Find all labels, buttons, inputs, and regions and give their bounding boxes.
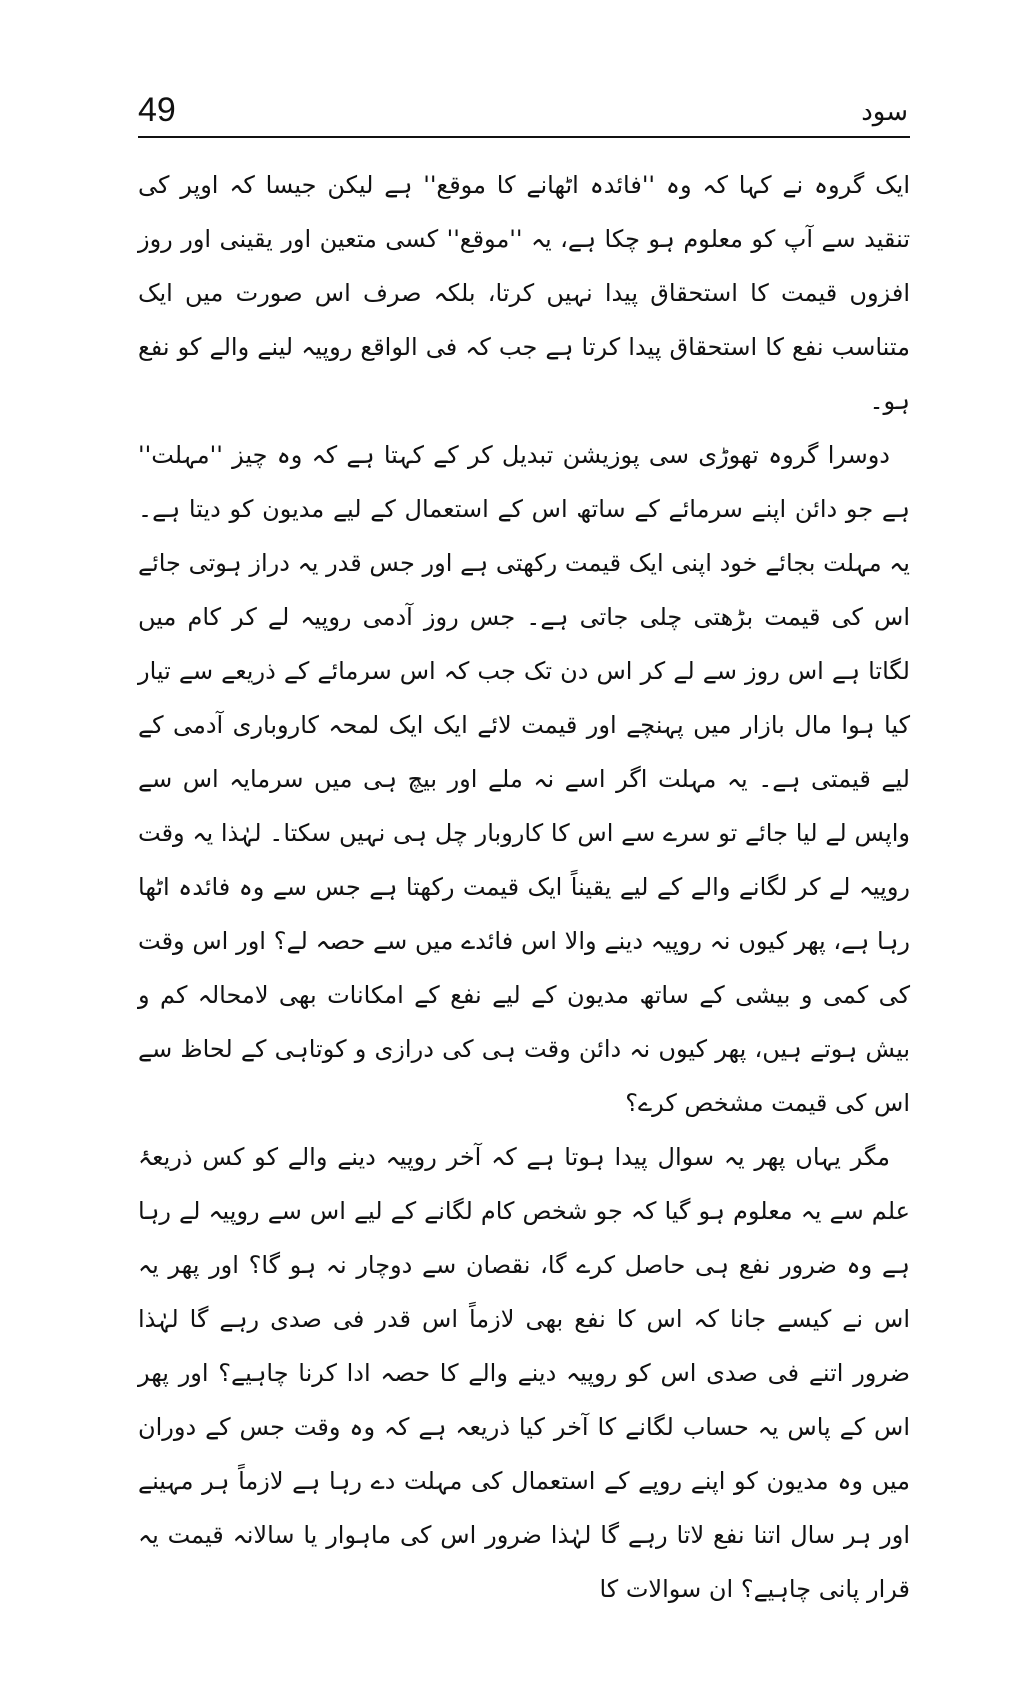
page-body xyxy=(138,158,910,1616)
paragraph: ایک گروہ نے کہا کہ وہ ''فائدہ اٹھانے کا موقع'' ہے لیکن جیسا کہ اوپر کی تنقید سے آپ کو معلوم ہو چکا ہے، یہ ''موقع'' کسی متعین اور یقینی اور روز افزوں قیمت کا استحقاق پیدا نہیں کرتا، بلکہ صرف اس صورت میں ایک متناسب نفع کا استحقاق پیدا کرتا ہے جب کہ فی الواقع روپیہ لینے والے کو نفع ہو۔ xyxy=(138,171,910,415)
paragraph: دوسرا گروہ تھوڑی سی پوزیشن تبدیل کر کے کہتا ہے کہ وہ چیز ''مہلت'' ہے جو دائن اپنے سرمائے کے ساتھ اس کے استعمال کے لیے مدیون کو دیتا ہے۔ یہ مہلت بجائے خود اپنی ایک قیمت رکھتی ہے اور جس قدر یہ دراز ہوتی جائے اس کی قیمت بڑھتی چلی جاتی ہے۔ جس روز آدمی روپیہ لے کر کام میں لگاتا ہے اس روز سے لے کر اس دن تک جب کہ اس سرمائے کے ذریعے سے تیار کیا ہوا مال بازار میں پہنچے اور قیمت لائے ایک ایک لمحہ کاروباری آدمی کے لیے قیمتی ہے۔ یہ مہلت اگر اسے نہ ملے اور بیچ ہی میں سرمایہ اس سے واپس لے لیا جائے تو سرے سے اس کا کاروبار چل ہی نہیں سکتا۔ لہٰذا یہ وقت روپیہ لے کر لگانے والے کے لیے یقیناً ایک قیمت رکھتا ہے جس سے وہ فائدہ اٹھا رہا ہے، پھر کیوں نہ روپیہ دینے والا اس فائدے میں سے حصہ لے؟ اور اس وقت کی کمی و بیشی کے ساتھ مدیون کے لیے نفع کے امکانات بھی لامحالہ کم و بیش ہوتے ہیں، پھر کیوں نہ دائن وقت ہی کی درازی و کوتاہی کے لحاظ سے اس کی قیمت مشخص کرے؟ xyxy=(138,441,910,1117)
paragraph: مگر یہاں پھر یہ سوال پیدا ہوتا ہے کہ آخر روپیہ دینے والے کو کس ذریعۂ علم سے یہ معلوم ہو گیا کہ جو شخص کام لگانے کے لیے اس سے روپیہ لے رہا ہے وہ ضرور نفع ہی حاصل کرے گا، نقصان سے دوچار نہ ہو گا؟ اور پھر یہ اس نے کیسے جانا کہ اس کا نفع بھی لازماً اس قدر فی صدی رہے گا لہٰذا ضرور اتنے فی صدی اس کو روپیہ دینے والے کا حصہ ادا کرنا چاہیے؟ اور پھر اس کے پاس یہ حساب لگانے کا آخر کیا ذریعہ ہے کہ وہ وقت جس کے دوران میں وہ مدیون کو اپنے روپے کے استعمال کی مہلت دے رہا ہے لازماً ہر مہینے اور ہر سال اتنا نفع لاتا رہے گا لہٰذا ضرور اس کی ماہوار یا سالانہ قیمت یہ قرار پانی چاہیے؟ ان سوالات کا xyxy=(138,1143,910,1603)
page-number: 49 xyxy=(138,91,176,129)
page-header xyxy=(138,88,910,138)
running-head: سود xyxy=(861,97,908,127)
